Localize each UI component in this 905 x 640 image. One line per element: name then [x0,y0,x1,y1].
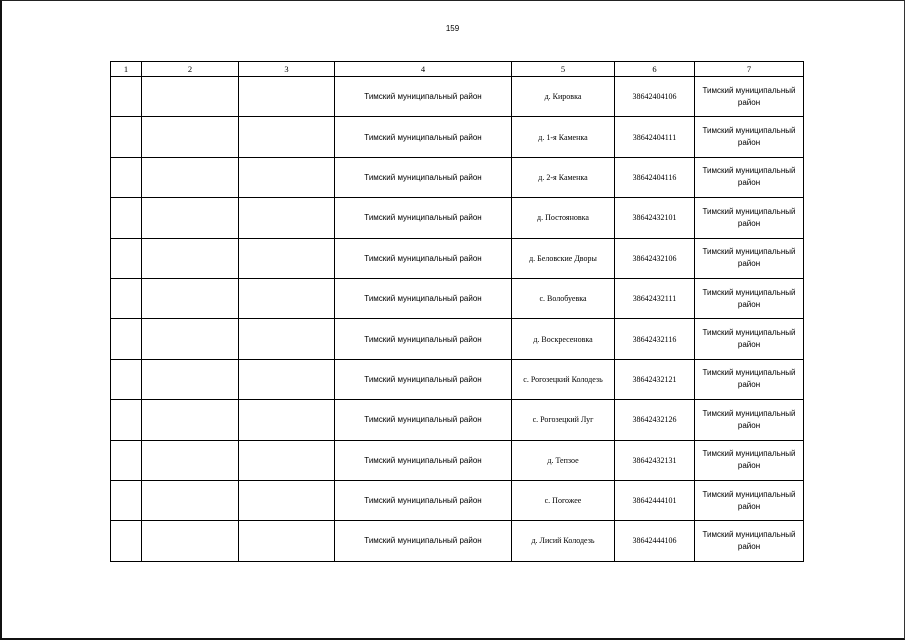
table-row [111,480,804,520]
cell-col1 [111,198,142,238]
table-body [111,77,804,562]
cell-col3 [239,238,335,278]
cell-col2 [142,440,239,480]
cell-col1 [111,77,142,117]
cell-col2 [142,278,239,318]
cell-oktmo-code: 38642432116 [615,319,695,359]
cell-district: Тимский муниципальный район [335,198,512,238]
cell-col2 [142,319,239,359]
cell-municipality: Тимский муниципальный район [695,440,804,480]
cell-col2 [142,77,239,117]
cell-oktmo-code: 38642432121 [615,359,695,399]
cell-district: Тимский муниципальный район [335,157,512,197]
cell-municipality: Тимский муниципальный район [695,521,804,561]
cell-oktmo-code: 38642404111 [615,117,695,157]
cell-col2 [142,238,239,278]
column-header-1: 1 [111,62,142,77]
cell-municipality: Тимский муниципальный район [695,400,804,440]
cell-col3 [239,157,335,197]
cell-municipality: Тимский муниципальный район [695,157,804,197]
cell-district: Тимский муниципальный район [335,319,512,359]
data-table [110,61,804,562]
table-row [111,157,804,197]
table-row [111,117,804,157]
cell-col2 [142,117,239,157]
cell-settlement: д. Тепзое [512,440,615,480]
cell-oktmo-code: 38642444101 [615,480,695,520]
cell-col2 [142,157,239,197]
cell-settlement: с. Волобуевка [512,278,615,318]
cell-col1 [111,400,142,440]
page-number: 159 [445,24,460,33]
cell-oktmo-code: 38642404106 [615,77,695,117]
cell-col3 [239,117,335,157]
cell-settlement: д. 2-я Каменка [512,157,615,197]
cell-settlement: д. Воскресеновка [512,319,615,359]
cell-col1 [111,238,142,278]
cell-col2 [142,198,239,238]
cell-col3 [239,400,335,440]
cell-district: Тимский муниципальный район [335,278,512,318]
cell-col3 [239,77,335,117]
cell-settlement: с. Погожее [512,480,615,520]
table-row [111,278,804,318]
cell-col1 [111,278,142,318]
table-row [111,440,804,480]
cell-settlement: с. Рогозецкий Колодезь [512,359,615,399]
table-row [111,521,804,561]
cell-district: Тимский муниципальный район [335,359,512,399]
cell-district: Тимский муниципальный район [335,400,512,440]
cell-settlement: д. Кировка [512,77,615,117]
cell-oktmo-code: 38642432126 [615,400,695,440]
cell-col3 [239,278,335,318]
cell-oktmo-code: 38642432101 [615,198,695,238]
column-header-6: 6 [615,62,695,77]
cell-col2 [142,359,239,399]
table-header [111,62,804,77]
cell-col1 [111,117,142,157]
cell-oktmo-code: 38642444106 [615,521,695,561]
cell-municipality: Тимский муниципальный район [695,198,804,238]
table-row [111,400,804,440]
cell-oktmo-code: 38642432111 [615,278,695,318]
cell-municipality: Тимский муниципальный район [695,117,804,157]
cell-col1 [111,440,142,480]
column-header-2: 2 [142,62,239,77]
column-header-5: 5 [512,62,615,77]
cell-district: Тимский муниципальный район [335,480,512,520]
cell-col3 [239,480,335,520]
cell-oktmo-code: 38642404116 [615,157,695,197]
cell-settlement: с. Рогозецкий Луг [512,400,615,440]
cell-col1 [111,359,142,399]
cell-col1 [111,521,142,561]
cell-col3 [239,359,335,399]
cell-oktmo-code: 38642432131 [615,440,695,480]
table-row [111,238,804,278]
column-header-3: 3 [239,62,335,77]
cell-col2 [142,480,239,520]
cell-col1 [111,480,142,520]
cell-col3 [239,440,335,480]
table-row [111,359,804,399]
cell-district: Тимский муниципальный район [335,117,512,157]
header-row [111,62,804,77]
cell-district: Тимский муниципальный район [335,238,512,278]
cell-col1 [111,319,142,359]
cell-col3 [239,198,335,238]
cell-settlement: д. Лисий Колодезь [512,521,615,561]
cell-municipality: Тимский муниципальный район [695,238,804,278]
cell-district: Тимский муниципальный район [335,440,512,480]
cell-settlement: д. Беловские Дворы [512,238,615,278]
cell-settlement: д. Постояновка [512,198,615,238]
cell-municipality: Тимский муниципальный район [695,480,804,520]
cell-col2 [142,521,239,561]
column-header-7: 7 [695,62,804,77]
table-row [111,198,804,238]
cell-district: Тимский муниципальный район [335,521,512,561]
cell-oktmo-code: 38642432106 [615,238,695,278]
cell-municipality: Тимский муниципальный район [695,359,804,399]
cell-col3 [239,319,335,359]
cell-col2 [142,400,239,440]
cell-district: Тимский муниципальный район [335,77,512,117]
column-header-4: 4 [335,62,512,77]
table-row [111,319,804,359]
cell-col1 [111,157,142,197]
cell-col3 [239,521,335,561]
cell-settlement: д. 1-я Каменка [512,117,615,157]
cell-municipality: Тимский муниципальный район [695,278,804,318]
table-row [111,77,804,117]
cell-municipality: Тимский муниципальный район [695,319,804,359]
cell-municipality: Тимский муниципальный район [695,77,804,117]
